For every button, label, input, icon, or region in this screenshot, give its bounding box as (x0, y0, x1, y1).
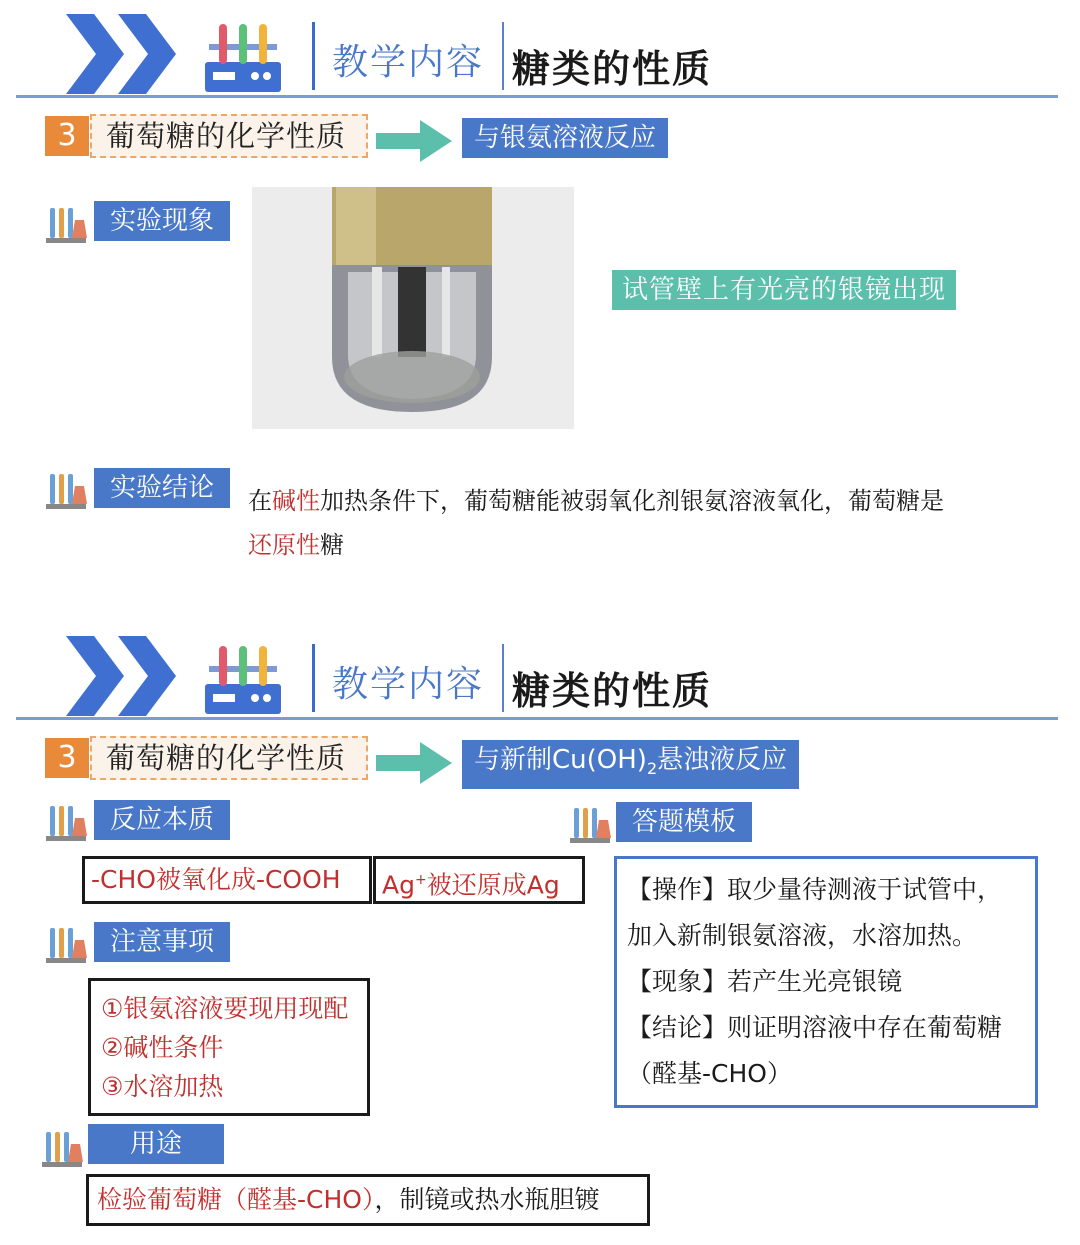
template-label: 答题模板 (616, 802, 752, 842)
essence-label: 反应本质 (94, 800, 230, 840)
usage-rest: ，制镜或热水瓶胆镀 (374, 1185, 600, 1214)
header-divider (312, 22, 315, 90)
lab-flask-icon (40, 1128, 84, 1168)
conclusion-text (248, 479, 1038, 567)
conclusion-part-1: 在 (248, 487, 272, 515)
conclusion-highlight-alkaline: 碱性 (272, 487, 320, 515)
header-label: 教学内容 (332, 42, 485, 83)
template-line: 【现象】若产生光亮银镜 (627, 967, 903, 996)
reaction-tag (462, 740, 799, 789)
conclusion-highlight-reducing: 还原性 (248, 531, 320, 559)
template-line: 加入新制银氨溶液，水溶加热。 (627, 921, 978, 950)
conclusion-part-2: 加热条件下，葡萄糖能被弱氧化剂银氨溶液氧化，葡萄糖是 (320, 487, 944, 515)
reaction-tag-sub: 2 (646, 759, 658, 779)
header-label: 教学内容 (332, 664, 485, 705)
header-rule (16, 95, 1058, 98)
usage-box (86, 1174, 650, 1226)
lab-flask-icon (44, 802, 88, 842)
notes-label: 注意事项 (94, 922, 230, 962)
essence-item2-sup: + (414, 872, 427, 888)
reaction-tag-post: 悬浊液反应 (657, 745, 788, 775)
silver-mirror-tube-image (252, 187, 574, 429)
lab-test-tubes-icon (203, 642, 283, 716)
observation-text: 试管壁上有光亮的银镜出现 (612, 270, 956, 310)
topic-name-box: 葡萄糖的化学性质 (90, 736, 368, 780)
header-title: 糖类的性质 (512, 47, 713, 91)
essence-item2-post: 被还原成Ag (426, 870, 560, 900)
chevrons-icon (66, 636, 186, 716)
chevrons-icon (66, 14, 186, 94)
notes-box (88, 978, 370, 1116)
essence-item-reduction (373, 856, 585, 904)
header-divider-2 (502, 22, 504, 90)
header-rule (16, 717, 1058, 720)
test-tube-photo (252, 187, 574, 429)
header-divider-2 (502, 644, 504, 712)
topic-number-badge: 3 (45, 116, 89, 156)
right-arrow-icon (376, 742, 452, 784)
template-line: （醛基-CHO） (627, 1059, 792, 1088)
topic-number-badge: 3 (45, 738, 89, 778)
lab-flask-icon (44, 470, 88, 510)
conclusion-label: 实验结论 (94, 468, 230, 508)
essence-item2-pre: Ag (382, 870, 415, 900)
header-title: 糖类的性质 (512, 669, 713, 713)
template-box (614, 856, 1038, 1108)
usage-label: 用途 (88, 1124, 224, 1164)
note-item: ①银氨溶液要现用现配 (101, 994, 349, 1023)
header-divider (312, 644, 315, 712)
note-item: ②碱性条件 (101, 1033, 224, 1062)
essence-item-oxidation: -CHO被氧化成-COOH (82, 856, 372, 904)
template-line: 【操作】取少量待测液于试管中， (627, 875, 1003, 904)
lab-test-tubes-icon (203, 20, 283, 94)
lab-flask-icon (44, 204, 88, 244)
template-line: 【结论】则证明溶液中存在葡萄糖 (627, 1013, 1003, 1042)
lab-flask-icon (568, 804, 612, 844)
note-item: ③水溶加热 (101, 1072, 224, 1101)
reaction-tag: 与银氨溶液反应 (462, 118, 668, 158)
conclusion-part-3: 糖 (320, 531, 344, 559)
topic-name-box: 葡萄糖的化学性质 (90, 114, 368, 158)
reaction-tag-pre: 与新制Cu(OH) (474, 745, 647, 775)
right-arrow-icon (376, 120, 452, 162)
usage-highlight: 检验葡萄糖（醛基-CHO） (97, 1185, 375, 1214)
observation-label: 实验现象 (94, 201, 230, 241)
lab-flask-icon (44, 924, 88, 964)
